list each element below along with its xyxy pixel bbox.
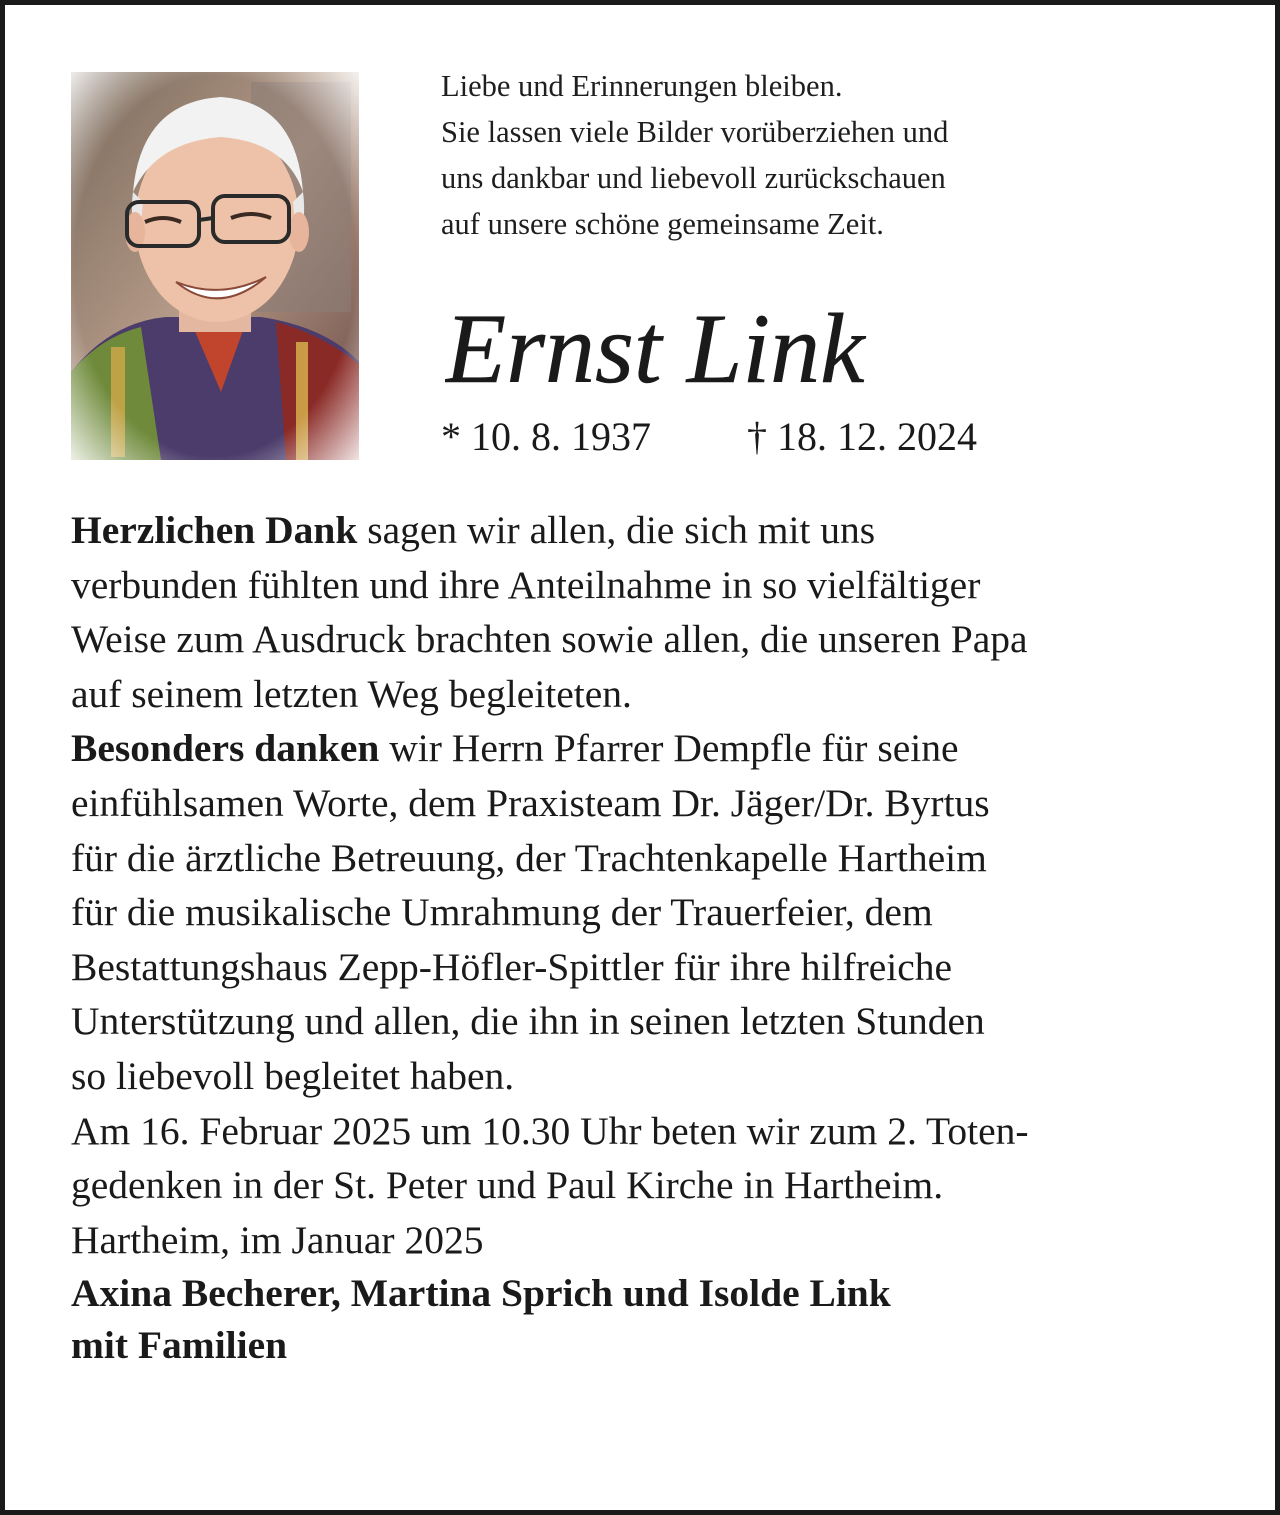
thanks-text xyxy=(71,503,1241,1371)
paragraph-line xyxy=(71,721,1241,776)
verse-line: auf unsere schöne gemeinsame Zeit. xyxy=(441,207,884,241)
thanks-paragraph xyxy=(71,503,1241,721)
lead-phrase: Besonders danken xyxy=(71,726,380,771)
memorial-verse xyxy=(441,63,1161,247)
paragraph-line: Am 16. Februar 2025 um 10.30 Uhr beten wir zum 2. Toten- xyxy=(71,1108,1029,1153)
paragraph-line: Bestattungshaus Zepp-Höfler-Spittler für ihre hilfreiche xyxy=(71,944,953,989)
lead-phrase: Herzlichen Dank xyxy=(71,508,358,552)
deceased-name xyxy=(445,280,1145,400)
signature-line: Axina Becherer, Martina Sprich und Isolde Link xyxy=(71,1271,891,1316)
paragraph-line: verbunden fühlten und ihre Anteilnahme in so vielfältiger xyxy=(71,562,981,607)
signature xyxy=(71,1267,1241,1371)
verse-line: Liebe und Erinnerungen bleiben. xyxy=(441,69,843,103)
paragraph-line: für die ärztliche Betreuung, der Trachtenkapelle Hartheim xyxy=(71,835,987,880)
paragraph-line: für die musikalische Umrahmung der Trauerfeier, dem xyxy=(71,890,933,935)
life-dates xyxy=(441,407,977,467)
memorial-service-paragraph xyxy=(71,1104,1241,1213)
death-date: † 18. 12. 2024 xyxy=(747,414,977,459)
paragraph-line: auf seinem letzten Weg begleiteten. xyxy=(71,671,632,716)
birth-date: * 10. 8. 1937 xyxy=(441,414,651,459)
paragraph-line: so liebevoll begleitet haben. xyxy=(71,1053,515,1098)
verse-line: Sie lassen viele Bilder vorüberziehen und xyxy=(441,115,949,149)
line-text: wir Herrn Pfarrer Dempfle für seine xyxy=(379,726,959,771)
paragraph-line xyxy=(71,503,1241,558)
verse-line: uns dankbar und liebevoll zurückschauen xyxy=(441,161,946,195)
special-thanks-paragraph xyxy=(71,721,1241,1103)
line-text: sagen wir allen, die sich mit uns xyxy=(357,508,876,552)
paragraph-line: Unterstützung und allen, die ihn in seinen letzten Stunden xyxy=(71,999,985,1044)
paragraph-line: einfühlsamen Worte, dem Praxisteam Dr. Jäger/Dr. Byrtus xyxy=(71,780,990,825)
signature-line: mit Familien xyxy=(71,1323,288,1368)
portrait-photo xyxy=(71,72,359,460)
paragraph-line: Weise zum Ausdruck brachten sowie allen, die unseren Papa xyxy=(71,617,1028,662)
paragraph-line: gedenken in der St. Peter und Paul Kirche in Hartheim. xyxy=(71,1163,944,1208)
place-date: Hartheim, im Januar 2025 xyxy=(71,1217,484,1262)
deceased-name-text: Ernst Link xyxy=(445,293,865,400)
